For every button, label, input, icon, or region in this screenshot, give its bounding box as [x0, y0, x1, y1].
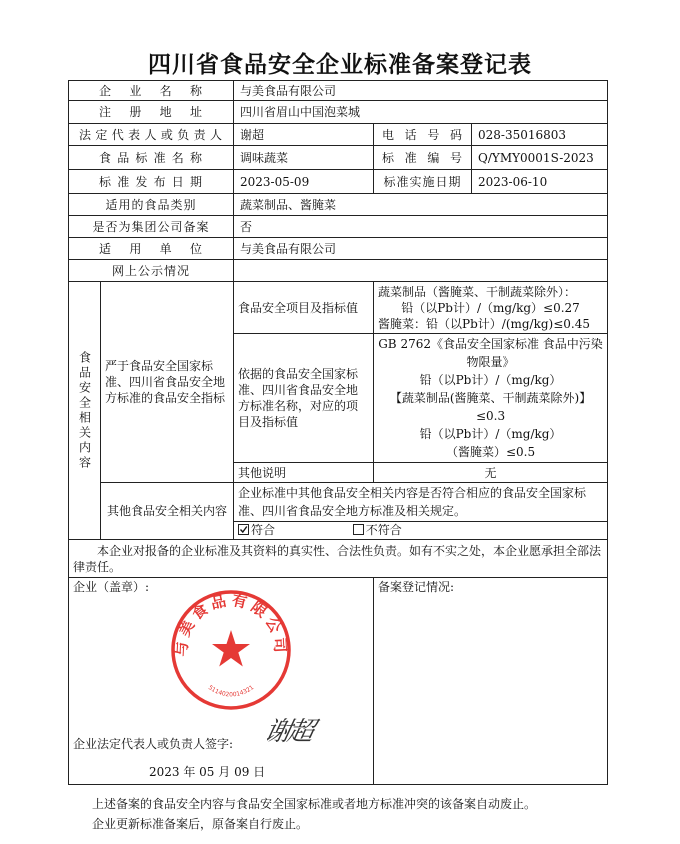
seal-number: 5114020014321	[206, 684, 256, 699]
svg-text:5114020014321	[207, 684, 256, 698]
safety-content-label: 食品安全相关内容	[69, 282, 101, 540]
pub-date-label: 标准发布日期	[69, 170, 234, 194]
other-content-label: 其他食品安全相关内容	[101, 483, 234, 540]
seal-label: 企业（盖章）:	[73, 580, 150, 594]
reg-address-label: 注册地址	[69, 101, 234, 124]
items-line-1: 蔬菜制品（酱腌菜、干制蔬菜除外）：	[378, 284, 577, 299]
conform-checkbox[interactable]	[238, 523, 279, 537]
basis-label: 依据的食品安全国家标准、四川省食品安全地方标准名称，对应的项目及指标值	[234, 334, 374, 463]
std-number-label: 标准编号	[374, 146, 472, 170]
footnote-2: 企业更新标准备案后，原备案自行废止。	[92, 817, 309, 831]
filing-section	[374, 578, 608, 785]
seal-name: 与美食品有限公司	[172, 590, 290, 658]
page-title: 四川省食品安全企业标准备案登记表	[148, 52, 532, 78]
seal-section	[69, 578, 374, 785]
online-publicity-label: 网上公示情况	[69, 260, 234, 282]
checked-box-icon	[238, 524, 249, 535]
conformity-options	[234, 522, 608, 540]
items-line-2: 铅（以Pb计）/（mg/kg）≤0.27	[401, 300, 580, 315]
not-conform-checkbox[interactable]	[353, 523, 402, 537]
legal-rep-value: 谢超	[234, 124, 374, 146]
impl-date-label: 标准实施日期	[374, 170, 472, 194]
group-filing-label: 是否为集团公司备案	[69, 216, 234, 238]
online-publicity-value	[234, 260, 608, 282]
filing-label: 备案登记情况:	[378, 580, 455, 594]
basis-line-2: 铅（以Pb计）/（mg/kg）	[419, 373, 562, 387]
footnote-1: 上述备案的食品安全内容与食品安全国家标准或者地方标准冲突的该备案自动废止。	[92, 797, 537, 811]
declaration: 本企业对报备的企业标准及其资料的真实性、合法性负责。如有不实之处，本企业愿承担全部法律责任。	[69, 540, 608, 578]
impl-date-value: 2023-06-10	[472, 170, 608, 194]
std-name-value: 调味蔬菜	[234, 146, 374, 170]
footnotes	[68, 794, 608, 834]
not-conform-label: 不符合	[365, 523, 402, 537]
signer-label: 企业法定代表人或负责人签字:	[73, 737, 234, 751]
phone-label: 电话号码	[374, 124, 472, 146]
basis-line-4: 铅（以Pb计）/（mg/kg）	[419, 427, 562, 441]
stricter-label: 严于食品安全国家标准、四川省食品安全地方标准的食品安全指标	[101, 282, 234, 483]
signature-handwriting: 谢超	[261, 717, 315, 747]
other-notes-value: 无	[374, 463, 608, 483]
sign-date: 2023 年 05 月 09 日	[149, 765, 266, 779]
category-label: 适用的食品类别	[69, 194, 234, 216]
registration-form	[68, 80, 607, 792]
unchecked-box-icon	[353, 524, 364, 535]
basis-line-5: （酱腌菜）≤0.5	[445, 445, 536, 459]
reg-address-value: 四川省眉山中国泡菜城	[234, 101, 608, 124]
applicable-unit-value: 与美食品有限公司	[234, 238, 608, 260]
conform-label: 符合	[251, 523, 276, 537]
group-filing-value: 否	[234, 216, 608, 238]
category-value: 蔬菜制品、酱腌菜	[234, 194, 608, 216]
std-number-value: Q/YMY0001S-2023	[472, 146, 608, 170]
items-line-3: 酱腌菜：铅（以Pb计）/(mg/kg)≤0.45	[378, 316, 591, 331]
items-indicators-value	[374, 282, 608, 334]
other-notes-label: 其他说明	[234, 463, 374, 483]
company-name-value: 与美食品有限公司	[234, 81, 608, 101]
std-name-label: 食品标准名称	[69, 146, 234, 170]
applicable-unit-label: 适用单位	[69, 238, 234, 260]
basis-line-3: 【蔬菜制品(酱腌菜、干制蔬菜除外)】≤0.3	[389, 391, 592, 423]
basis-line-1: GB 2762《食品安全国家标准 食品中污染物限量》	[378, 337, 603, 369]
other-content-value: 企业标准中其他食品安全相关内容是否符合相应的食品安全国家标准、四川省食品安全地方标准及相关规定。	[234, 483, 608, 522]
company-seal	[169, 588, 293, 712]
company-name-label: 企业名称	[69, 81, 234, 101]
phone-value: 028-35016803	[472, 124, 608, 146]
basis-value	[374, 334, 608, 463]
pub-date-value: 2023-05-09	[234, 170, 374, 194]
legal-rep-label: 法定代表人或负责人	[69, 124, 234, 146]
items-indicators-label: 食品安全项目及指标值	[234, 282, 374, 334]
